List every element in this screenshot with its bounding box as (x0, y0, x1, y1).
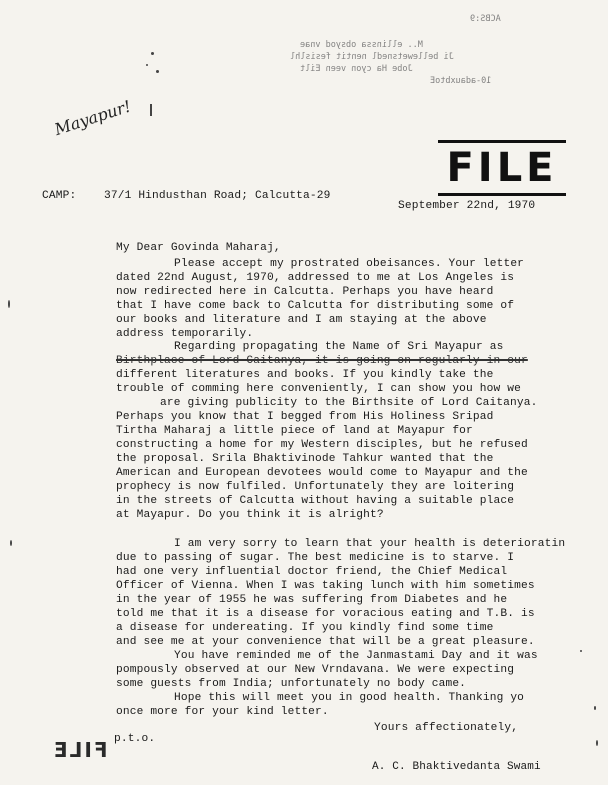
ink-mark (150, 104, 152, 116)
body-line: that I have come back to Calcutta for distributing some of (116, 300, 515, 312)
ink-speck (10, 540, 12, 546)
bleed-through-line: Jobe Ha cyon veen Eilt (300, 64, 413, 74)
file-stamp: FILE (438, 140, 566, 196)
struck-line: Birthplace of Lord Caitanya, it is going on regularly in our (116, 355, 528, 367)
body-line: told me that it is a disease for voracious eating and T.B. is (116, 608, 535, 620)
ink-speck (151, 52, 154, 55)
body-line: now redirected here in Calcutta. Perhaps you have heard (116, 286, 494, 298)
body-line: different literatures and books. If you kindly take the (116, 369, 494, 381)
body-line: Tirtha Maharaj a little piece of land at Mayapur for (116, 425, 473, 437)
ink-speck (146, 64, 148, 66)
body-line: a disease for undereating. If you kindly find some time (116, 622, 494, 634)
handwritten-note: Mayapur! (52, 96, 134, 139)
body-line: Officer of Vienna. When I was taking lunch with him sometimes (116, 580, 535, 592)
body-line: American and European devotees would come to Mayapur and the (116, 467, 528, 479)
body-line: had one very influential doctor friend, the Chief Medical (116, 566, 508, 578)
ink-speck (580, 650, 582, 652)
body-line: Perhaps you know that I begged from His Holiness Sripad (116, 411, 494, 423)
body-line: due to passing of sugar. The best medicine is to starve. I (116, 552, 515, 564)
bleed-through-line: ACBS:9 (470, 14, 501, 24)
body-line: at Mayapur. Do you think it is alright? (116, 509, 384, 521)
body-line: our books and literature and I am staying at the above (116, 314, 487, 326)
bleed-through-line: M.. ellinssa obsyod vnae (300, 40, 423, 50)
body-line: in the streets of Calcutta without having a suitable place (116, 495, 515, 507)
body-line: constructing a home for my Western disciples, but he refused (116, 439, 528, 451)
body-line: some guests from India; unfortunately no body came. (116, 678, 467, 690)
body-line: Regarding propagating the Name of Sri Mayapur as (174, 341, 504, 353)
camp-address: 37/1 Hindusthan Road; Calcutta-29 (104, 190, 331, 202)
signature: A. C. Bhaktivedanta Swami (372, 761, 541, 773)
body-line: Hope this will meet you in good health. Thanking yo (174, 692, 525, 704)
body-line: dated 22nd August, 1970, addressed to me at Los Angeles is (116, 272, 515, 284)
body-line: and see me at your convenience that will be a great pleasure. (116, 636, 535, 648)
salutation: My Dear Govinda Maharaj, (116, 242, 281, 254)
body-line: pompously observed at our New Vrndavana. We were expecting (116, 664, 515, 676)
body-line: prophecy is now fulfiled. Unfortunately they are loitering (116, 481, 515, 493)
body-line: once more for your kind letter. (116, 706, 329, 718)
ink-speck (594, 706, 596, 710)
letter-date: September 22nd, 1970 (398, 200, 536, 212)
camp-label: CAMP: (42, 190, 77, 202)
bottom-file-stamp: FILE (52, 738, 108, 762)
ink-speck (156, 70, 159, 73)
body-line: are giving publicity to the Birthsite of Lord Caitanya. (160, 397, 538, 409)
body-line: Please accept my prostrated obeisances. Your letter (174, 258, 525, 270)
body-line: address temporarily. (116, 328, 254, 340)
body-line: in the year of 1955 he was suffering from Diabetes and he (116, 594, 508, 606)
body-line: trouble of comming here conveniently, I can show you how we (116, 383, 521, 395)
bleed-through-line: Ji bellewetsnedl nentit fesislhl (290, 52, 454, 62)
bleed-through-line: 10-adauxbtoE (430, 76, 492, 86)
body-line: You have reminded me of the Janmastami Day and it was (174, 650, 538, 662)
pto-note: p.t.o. (114, 733, 156, 745)
closing: Yours affectionately, (374, 722, 519, 734)
ink-speck (8, 300, 10, 308)
ink-speck (596, 740, 598, 746)
body-line: the proposal. Srila Bhaktivinode Tahkur wanted that the (116, 453, 494, 465)
body-line: I am very sorry to learn that your health is deterioratin (174, 538, 566, 550)
